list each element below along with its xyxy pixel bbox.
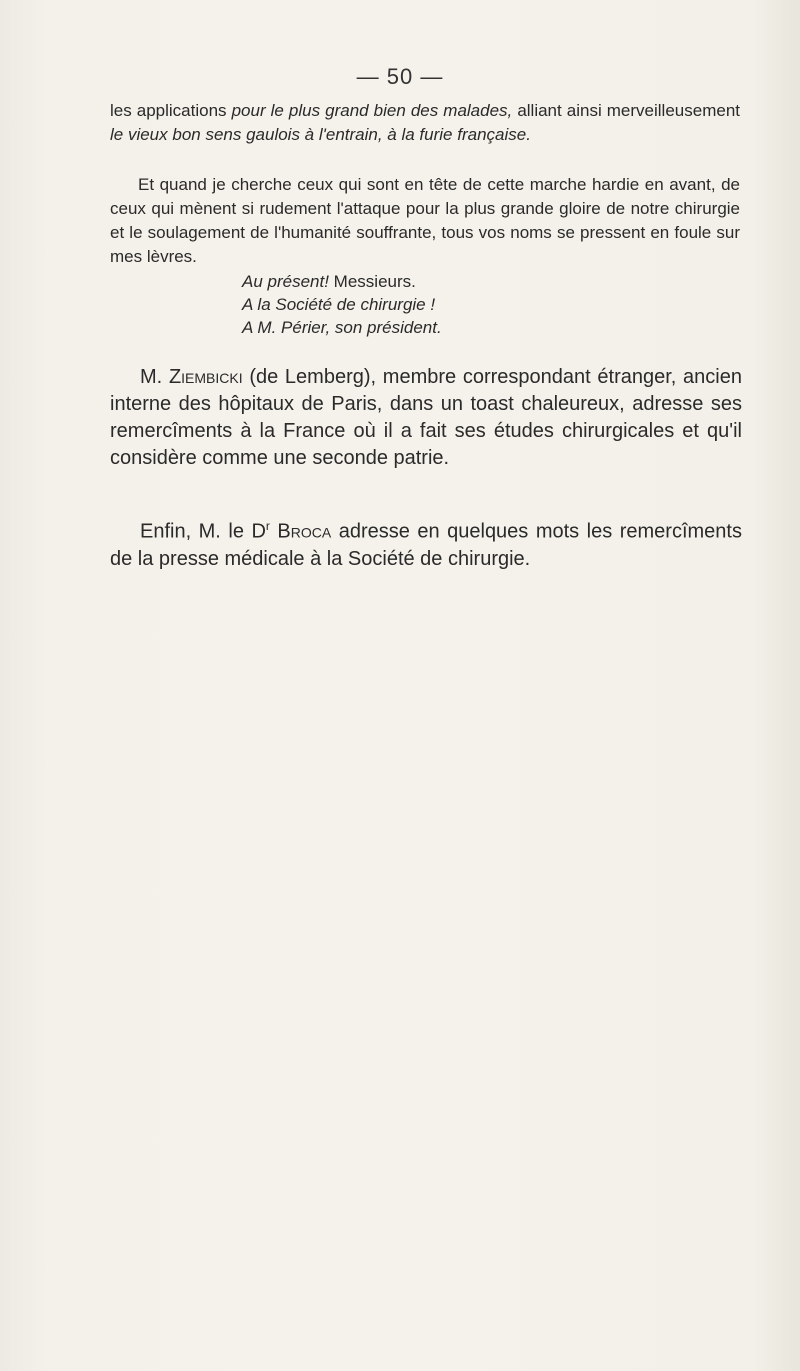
paragraph-3 (110, 364, 742, 472)
paragraph-2 (110, 173, 740, 269)
toast-quote (242, 270, 442, 339)
paragraph-1 (110, 99, 740, 147)
quote-line-3 (242, 316, 442, 339)
page-number: — 50 — (356, 64, 444, 89)
text-run: les applications (110, 101, 232, 120)
paragraph-4 (110, 513, 742, 573)
text-run: Enfin, M. le D (140, 520, 266, 543)
quote-line-1 (242, 270, 442, 293)
text-run: alliant ainsi merveilleusement (512, 101, 740, 120)
superscript: r (265, 519, 270, 533)
text-run: (de Lemberg), membre correspondant étranger, ancien interne des hôpitaux de Paris, dans un toast chaleureux, adresse ses remercîments à la France où il a fait ses études chirurgicales et qu'il considère comme une seconde patrie. (110, 366, 742, 469)
person-name: Broca (269, 520, 332, 543)
italic-text-run: A la Société de chirurgie ! (242, 295, 436, 314)
italic-text-run: le vieux bon sens gaulois à l'entrain, à la furie française. (110, 125, 531, 144)
italic-text-run: pour le plus grand bien des malades, (231, 101, 513, 120)
italic-text-run: A M. Périer, son président. (242, 318, 442, 337)
italic-text-run: Au présent! (242, 272, 329, 291)
paragraph-2-text: Et quand je cherche ceux qui sont en tête de cette marche hardie en avant, de ceux qui mènent si rudement l'attaque pour la plus grande gloire de notre chirurgie et le soulagement de l'humanité souffrante, tous vos noms se pressent en foule sur mes lèvres. (110, 175, 740, 266)
quote-line-2 (242, 293, 442, 316)
text-run: Messieurs. (328, 272, 416, 291)
text-run: M. (140, 366, 169, 388)
text-run: adresse en quelques mots les remercîments de la presse médicale à la Société de chirurgie. (110, 520, 742, 570)
person-name: Ziembicki (168, 366, 243, 388)
